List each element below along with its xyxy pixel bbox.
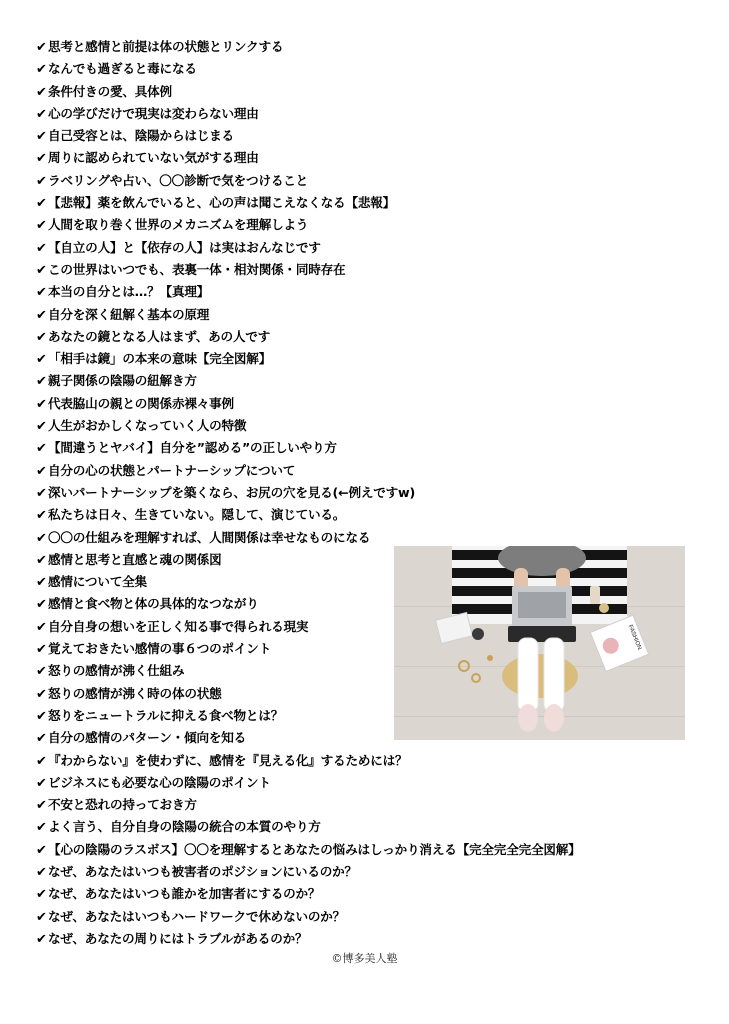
check-icon: ✔	[36, 84, 47, 100]
check-icon: ✔	[36, 485, 47, 501]
checklist-item	[36, 147, 581, 169]
copyright-notice: ©博多美人塾	[331, 952, 398, 965]
check-icon: ✔	[36, 931, 47, 947]
check-icon: ✔	[36, 731, 47, 747]
checklist-item	[36, 259, 581, 281]
check-icon: ✔	[36, 352, 47, 368]
check-icon: ✔	[36, 151, 47, 167]
check-icon: ✔	[36, 798, 47, 814]
check-icon: ✔	[36, 40, 47, 55]
laptop	[508, 586, 576, 642]
checklist-item-text: 周りに認められていない気がする理由	[48, 150, 259, 166]
check-icon: ✔	[36, 820, 47, 836]
check-icon: ✔	[36, 106, 47, 122]
check-icon: ✔	[36, 642, 47, 658]
checklist-item-text: 【間違うとヤバイ】自分を”認める”の正しいやり方	[48, 440, 337, 456]
checklist-item	[36, 326, 581, 348]
check-icon: ✔	[36, 552, 47, 568]
checklist-item-text: 自分を深く紐解く基本の原理	[48, 306, 210, 322]
checklist-item-text: 親子関係の陰陽の紐解き方	[48, 373, 197, 389]
checklist-item	[36, 36, 581, 58]
checklist-item	[36, 304, 581, 326]
checklist-item-text: 【心の陰陽のラスボス】〇〇を理解するとあなたの悩みはしっかり消える【完全完全完全図解】	[48, 841, 581, 857]
checklist-item	[36, 482, 581, 504]
checklist-item-text: 深いパートナーシップを築くなら、お尻の穴を見る(←例えですw)	[48, 484, 416, 500]
checklist-item-text: 条件付きの愛、具体例	[48, 83, 172, 99]
checklist-item-text: なぜ、あなたはいつも誰かを加害者にするのか？	[48, 886, 321, 902]
checklist-item-text: なんでも過ぎると毒になる	[48, 61, 197, 77]
check-icon: ✔	[36, 530, 47, 546]
checklist-item	[36, 839, 581, 861]
check-icon: ✔	[36, 597, 47, 613]
checklist-item	[36, 393, 581, 415]
checklist-item	[36, 58, 581, 80]
right-sneaker	[544, 704, 564, 732]
checklist-item-text: 覚えておきたい感情の事６つのポイント	[48, 641, 272, 657]
check-icon: ✔	[36, 575, 47, 591]
gold-pillow	[502, 654, 578, 698]
checklist-item	[36, 170, 581, 192]
checklist-item-text: 代表脇山の親との関係赤裸々事例	[48, 395, 234, 411]
checklist-item-text: この世界はいつでも、表裏一体・相対関係・同時存在	[48, 261, 346, 277]
checklist-item	[36, 750, 581, 772]
check-icon: ✔	[36, 864, 47, 880]
check-icon: ✔	[36, 62, 47, 78]
checklist-item	[36, 504, 581, 526]
check-icon: ✔	[36, 374, 47, 390]
magazine-label: FASHION	[626, 624, 643, 651]
checklist-item-text: 感情と思考と直感と魂の関係図	[48, 551, 222, 567]
check-icon: ✔	[36, 708, 47, 724]
checklist-item-text: 【自立の人】と【依存の人】は実はおんなじです	[48, 239, 321, 255]
perfume-bottle	[590, 586, 600, 604]
checklist-item-text: 怒りの感情が沸く時の体の状態	[48, 685, 222, 701]
check-icon: ✔	[36, 285, 47, 301]
checklist-item-text: 自己受容とは、陰陽からはじまる	[48, 128, 234, 144]
checklist-item	[36, 237, 581, 259]
checklist-item-text: 怒りをニュートラルに抑える食べ物とは？	[48, 707, 284, 723]
checklist-item	[36, 103, 581, 125]
left-leg	[518, 638, 538, 712]
checklist-item-text: 思考と感情と前提は体の状態とリンクする	[48, 39, 284, 54]
left-sneaker	[518, 704, 538, 732]
checklist-item-text: 自分自身の想いを正しく知る事で得られる現実	[48, 618, 309, 634]
right-leg	[544, 638, 564, 712]
check-icon: ✔	[36, 619, 47, 635]
checklist-item-text: 自分の心の状態とパートナーシップについて	[48, 462, 296, 478]
checklist-item-text: 「相手は鏡」の本来の意味【完全図解】	[48, 351, 272, 367]
checklist-item	[36, 816, 581, 838]
checklist-item-text: 本当の自分とは…？【真理】	[48, 284, 210, 300]
checklist-item-text: 私たちは日々、生きていない。隠して、演じている。	[48, 507, 346, 523]
checklist	[36, 36, 581, 950]
check-icon: ✔	[36, 441, 47, 457]
checklist-item	[36, 772, 581, 794]
checklist-item-text: 心の学びだけで現実は変わらない理由	[48, 105, 259, 121]
check-icon: ✔	[36, 396, 47, 412]
checklist-item-text: 人間を取り巻く世界のメカニズムを理解しよう	[48, 217, 309, 233]
check-icon: ✔	[36, 218, 47, 234]
checklist-item-text: 人生がおかしくなっていく人の特徴	[48, 418, 247, 434]
checklist-item-text: なぜ、あなたの周りにはトラブルがあるのか？	[48, 930, 308, 946]
checklist-item-text: 自分の感情のパターン・傾向を知る	[48, 730, 247, 746]
watch	[472, 628, 484, 640]
checklist-item-text: よく言う、自分自身の陰陽の統合の本質のやり方	[48, 819, 321, 835]
checklist-item-text: 感情について全集	[48, 574, 147, 590]
checklist-item-text: 不安と恐れの持っておき方	[48, 797, 197, 813]
checklist-item	[36, 81, 581, 103]
checklist-item	[36, 928, 581, 950]
check-icon: ✔	[36, 329, 47, 345]
check-icon: ✔	[36, 909, 47, 925]
checklist-item-text: ビジネスにも必要な心の陰陽のポイント	[48, 774, 271, 790]
check-icon: ✔	[36, 664, 47, 680]
check-icon: ✔	[36, 463, 47, 479]
checklist-item-text: 感情と食べ物と体の具体的なつながり	[48, 596, 259, 612]
checklist-item-text: ラベリングや占い、〇〇診断で気をつけること	[48, 172, 309, 188]
check-icon: ✔	[36, 419, 47, 435]
check-icon: ✔	[36, 887, 47, 903]
checklist-item	[36, 281, 581, 303]
checklist-item-text: なぜ、あなたはいつもハードワークで休めないのか？	[48, 908, 346, 924]
checklist-item-text: 〇〇の仕組みを理解すれば、人間関係は幸せなものになる	[48, 529, 371, 545]
checklist-item	[36, 794, 581, 816]
checklist-item	[36, 883, 581, 905]
check-icon: ✔	[36, 262, 47, 278]
check-icon: ✔	[36, 307, 47, 323]
check-icon: ✔	[36, 173, 47, 189]
checklist-item-text: 怒りの感情が沸く仕組み	[48, 663, 185, 679]
check-icon: ✔	[36, 129, 47, 145]
check-icon: ✔	[36, 686, 47, 702]
check-icon: ✔	[36, 196, 47, 212]
check-icon: ✔	[36, 508, 47, 524]
check-icon: ✔	[36, 240, 47, 256]
checklist-item	[36, 125, 581, 147]
checklist-item	[36, 415, 581, 437]
workspace-photo-illustration	[394, 546, 685, 740]
workspace-photo	[394, 546, 685, 740]
check-icon: ✔	[36, 842, 47, 858]
check-icon: ✔	[36, 753, 47, 769]
checklist-item	[36, 370, 581, 392]
checklist-item	[36, 214, 581, 236]
checklist-item-text: あなたの鏡となる人はまず、あの人です	[48, 328, 271, 344]
checklist-item	[36, 906, 581, 928]
checklist-item	[36, 192, 581, 214]
checklist-item	[36, 437, 581, 459]
checklist-item-text: 【悲報】薬を飲んでいると、心の声は聞こえなくなる【悲報】	[48, 195, 396, 211]
check-icon: ✔	[36, 775, 47, 791]
checklist-item-text: なぜ、あなたはいつも被害者のポジションにいるのか？	[48, 863, 357, 879]
bottle-cap	[599, 603, 609, 613]
checklist-item-text: 『わからない』を使わずに、感情を『見える化』するためには？	[48, 752, 408, 768]
checklist-item	[36, 460, 581, 482]
checklist-item	[36, 348, 581, 370]
checklist-item	[36, 861, 581, 883]
